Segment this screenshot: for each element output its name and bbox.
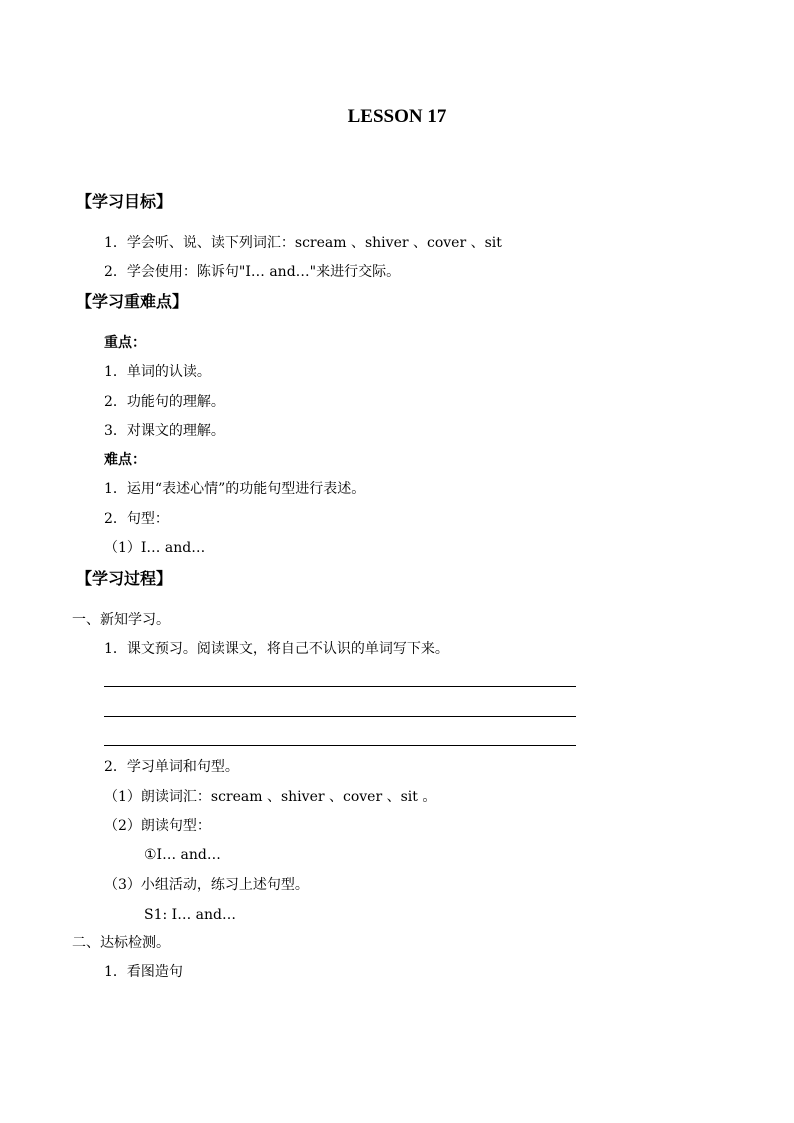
focus-item-3: 3．对课文的理解。: [104, 423, 225, 439]
part1-title: 一、新知学习。: [72, 612, 170, 628]
difficult-label: 难点：: [104, 452, 146, 468]
check-item-1: 1．看图造句: [104, 964, 183, 980]
step-2-sub-3-item: S1: I… and…: [144, 907, 236, 923]
focus-item-2: 2．功能句的理解。: [104, 394, 225, 410]
step-2-sub-3: （3）小组活动，练习上述句型。: [104, 877, 309, 893]
difficult-item-3: （1）I… and…: [104, 540, 206, 556]
goal-item-1: 1．学会听、说、读下列词汇：scream 、shiver 、cover 、sit: [104, 235, 502, 251]
difficult-item-2: 2．句型：: [104, 511, 169, 527]
goal-item-2: 2．学会使用：陈诉句"I… and…"来进行交际。: [104, 264, 401, 280]
answer-line-2: [104, 716, 576, 717]
part2-title: 二、达标检测。: [72, 935, 170, 951]
focus-label: 重点：: [104, 335, 146, 351]
lesson-title: LESSON 17: [347, 106, 447, 127]
focus-item-1: 1．单词的认读。: [104, 364, 211, 380]
difficult-item-1: 1．运用“表述心情”的功能句型进行表述。: [104, 481, 366, 497]
step-1: 1．课文预习。阅读课文，将自己不认识的单词写下来。: [104, 641, 449, 657]
step-2-sub-2-item: ①I… and…: [144, 847, 221, 863]
answer-line-3: [104, 745, 576, 746]
answer-line-1: [104, 686, 576, 687]
step-2: 2．学习单词和句型。: [104, 759, 239, 775]
section-key-points-heading: 【学习重难点】: [76, 292, 189, 311]
step-2-sub-2: （2）朗读句型：: [104, 818, 211, 834]
step-2-sub-1: （1）朗读词汇：scream 、shiver 、cover 、sit 。: [104, 789, 437, 805]
section-goals-heading: 【学习目标】: [76, 192, 173, 211]
section-process-heading: 【学习过程】: [76, 569, 173, 588]
